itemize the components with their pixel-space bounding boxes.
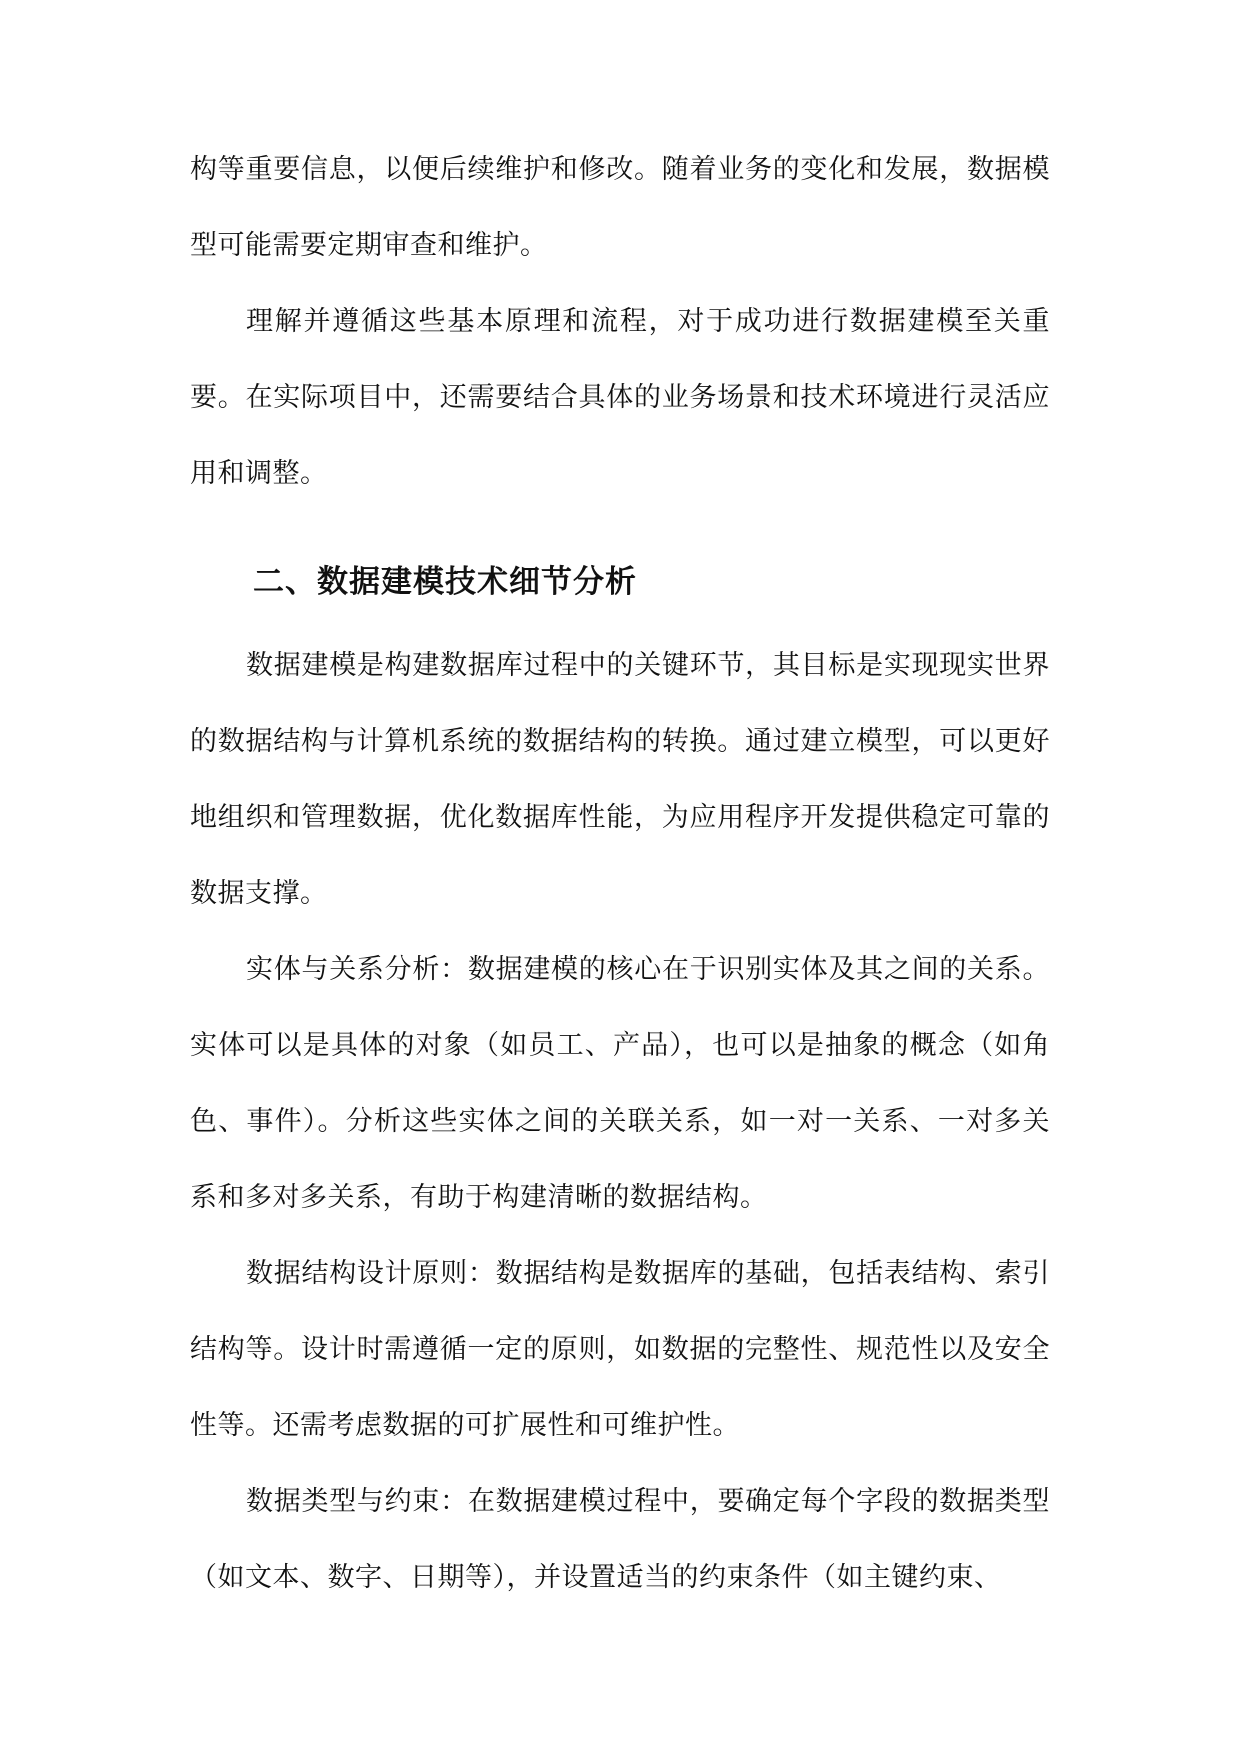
paragraph-structure-design: 数据结构设计原则：数据结构是数据库的基础，包括表结构、索引结构等。设计时需遵循一定的原则，如数据的完整性、规范性以及安全性等。还需考虑数据的可扩展性和可维护性。 [190,1258,1050,1441]
paragraph-entity-relationship: 实体与关系分析：数据建模的核心在于识别实体及其之间的关系。实体可以是具体的对象（如员工、产品），也可以是抽象的概念（如角色、事件）。分析这些实体之间的关联关系，如一对一关系、一对多关系和多对多关系，有助于构建清晰的数据结构。 [190,954,1050,1213]
paragraph-continuation: 构等重要信息，以便后续维护和修改。随着业务的变化和发展，数据模型可能需要定期审查和维护。 [190,154,1050,261]
paragraph-data-types: 数据类型与约束：在数据建模过程中，要确定每个字段的数据类型（如文本、数字、日期等），并设置适当的约束条件（如主键约束、 [190,1486,1050,1593]
paragraph-intro: 数据建模是构建数据库过程中的关键环节，其目标是实现现实世界的数据结构与计算机系统的数据结构的转换。通过建立模型，可以更好地组织和管理数据，优化数据库性能，为应用程序开发提供稳定可靠的数据支撑。 [190,650,1050,909]
section-heading: 二、数据建模技术细节分析 [253,564,637,600]
paragraph-summary: 理解并遵循这些基本原理和流程，对于成功进行数据建模至关重要。在实际项目中，还需要结合具体的业务场景和技术环境进行灵活应用和调整。 [190,306,1050,489]
